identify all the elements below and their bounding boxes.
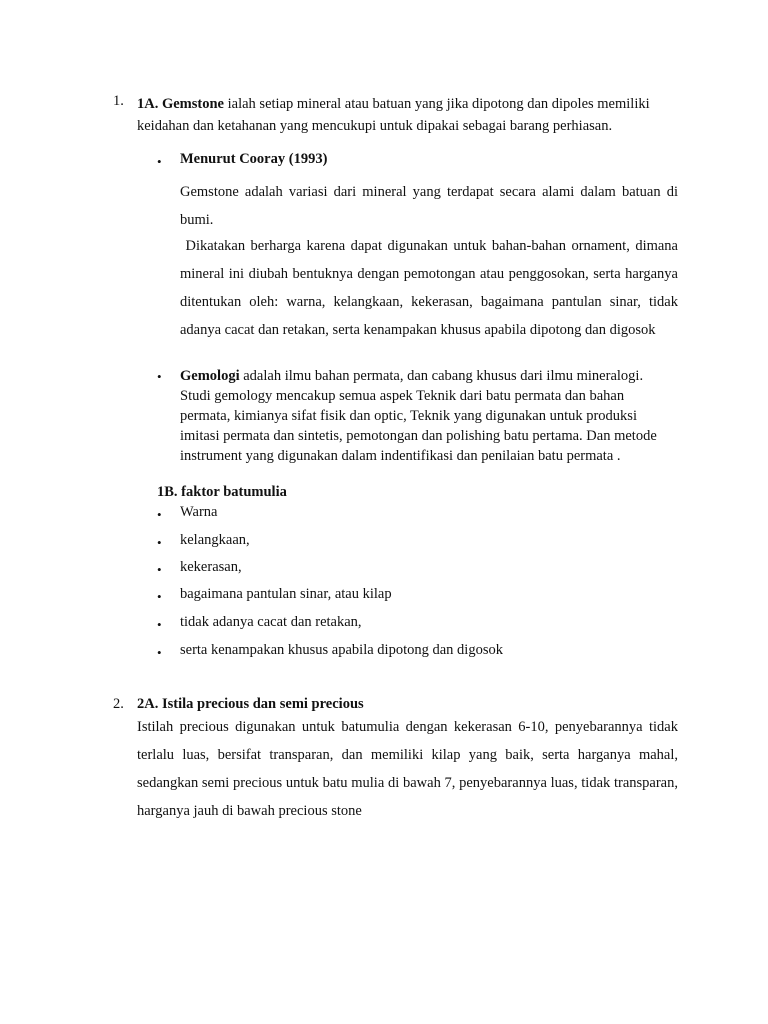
section1-number: 1. — [113, 93, 124, 109]
factor-item: kekerasan, — [180, 559, 242, 575]
factor-bullet-symbol: • — [157, 617, 162, 632]
bullet-cooray-title — [180, 151, 327, 168]
factor-bullet-symbol: • — [157, 589, 162, 604]
gemologi-paragraph — [180, 366, 670, 466]
section2-heading-text: 2A. Istila precious dan semi precious — [137, 696, 364, 712]
section1b-heading — [157, 484, 287, 501]
factor-bullet-symbol: • — [157, 562, 162, 577]
factor-item: tidak adanya cacat dan retakan, — [180, 614, 362, 630]
gemologi-title: Gemologi — [180, 368, 240, 384]
factor-item: serta kenampakan khusus apabila dipotong dan digosok — [180, 642, 503, 658]
cooray-paragraph-1: Gemstone adalah variasi dari mineral yang terdapat secara alami dalam batuan di bumi. — [180, 184, 678, 228]
factor-item: Warna — [180, 504, 218, 520]
section2-number: 2. — [113, 696, 124, 712]
factor-bullet-symbol: • — [157, 535, 162, 550]
bullet-gemologi-symbol: • — [157, 369, 162, 384]
section2-heading — [137, 696, 364, 713]
section1b-heading-text: 1B. faktor batumulia — [157, 484, 287, 500]
factor-item: bagaimana pantulan sinar, atau kilap — [180, 586, 392, 602]
cooray-title-text: Menurut Cooray (1993) — [180, 151, 328, 167]
section1-intro-text: ialah setiap mineral atau batuan yang jika dipotong dan dipoles memiliki keidahan dan ketahanan yang mencukupi untuk dipakai sebagai barang perhiasan. — [137, 96, 650, 134]
factor-item: kelangkaan, — [180, 532, 250, 548]
section1-heading: 1A. Gemstone — [137, 96, 224, 112]
factor-bullet-symbol: • — [157, 507, 162, 522]
bullet-cooray-symbol: • — [157, 154, 162, 169]
cooray-paragraph-2: Dikatakan berharga karena dapat digunakan untuk bahan-bahan ornament, dimana mineral ini diubah bentuknya dengan pemotongan atau penggosokan, serta harganya ditentukan oleh: warna, kelangkaan, kekerasan, bagaimana pantulan sinar, tidak adanya cacat dan retakan, serta kenampakan khusus apabila dipotong dan digosok — [180, 238, 682, 338]
gemologi-text: adalah ilmu bahan permata, dan cabang khusus dari ilmu mineralogi. Studi gemology mencakup semua aspek Teknik dari batu permata dan bahan permata, kimianya sifat fisik dan optic, Teknik yang digunakan untuk produksi imitasi permata dan sintetis, pemotongan dan polishing batu pertama. Dan metode instrument yang digunakan dalam indentifikasi dan penilaian batu permata . — [180, 368, 657, 464]
section1-intro — [137, 93, 677, 137]
section2-paragraph: Istilah precious digunakan untuk batumulia dengan kekerasan 6-10, penyebarannya tidak terlalu luas, bersifat transparan, dan memiliki kilap yang baik, serta harganya mahal, sedangkan semi precious untuk batu mulia di bawah 7, penyebarannya luas, tidak transparan, harganya jauh di bawah precious stone — [137, 719, 678, 819]
factor-bullet-symbol: • — [157, 645, 162, 660]
